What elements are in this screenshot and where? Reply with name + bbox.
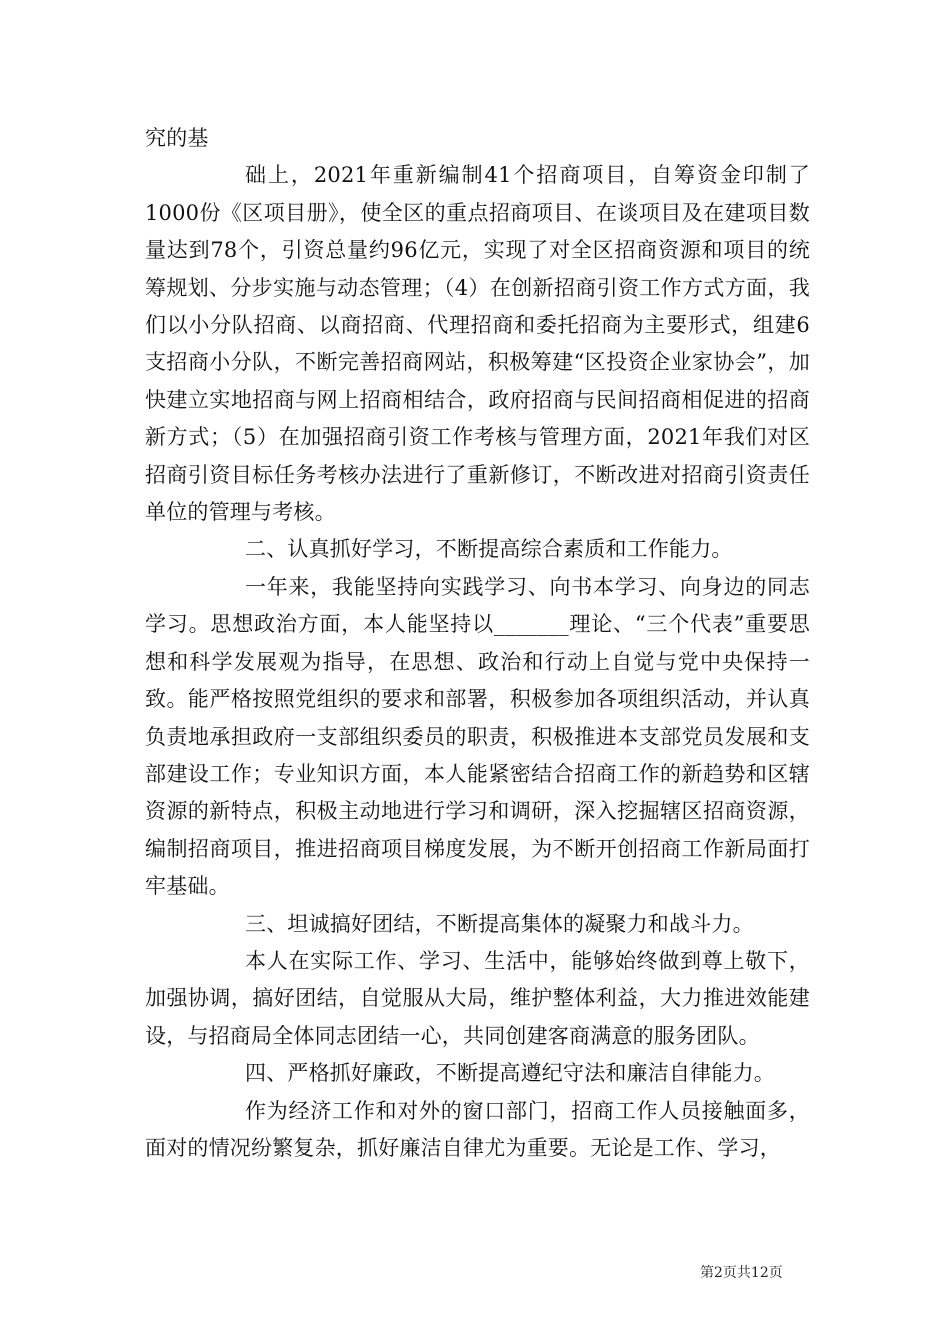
paragraph-continuation: 究的基 [145,126,209,150]
document-body [145,120,810,1167]
section-heading-integrity: 四、严格抓好廉政，不断提高遵纪守法和廉洁自律能力。 [245,1061,775,1086]
paragraph-integrity: 作为经济工作和对外的窗口部门，招商工作人员接触面多，面对的情况纷繁复杂，抓好廉洁自律尤为重要。无论是工作、学习， [145,1098,810,1160]
section-heading-unity: 三、坦诚搞好团结，不断提高集体的凝聚力和战斗力。 [245,911,754,936]
section-heading-study: 二、认真抓好学习，不断提高综合素质和工作能力。 [245,537,733,562]
paragraph-unity: 本人在实际工作、学习、生活中，能够始终做到尊上敬下，加强协调，搞好团结，自觉服从大局，维护整体利益，大力推进效能建设，与招商局全体同志团结一心，共同创建客商满意的服务团队。 [145,948,810,1048]
paragraph-investment-projects: 础上，2021年重新编制41个招商项目，自筹资金印制了1000份《区项目册》，使全区的重点招商项目、在谈项目及在建项目数量达到78个，引资总量约96亿元，实现了对全区招商资源和项目的统筹规划、分步实施与动态管理；（4）在创新招商引资工作方式方面，我们以小分队招商、以商招商、代理招商和委托招商为主要形式，组建6支招商小分队，不断完善招商网站，积极筹建“区投资企业家协会”，加快建立实地招商与网上招商相结合，政府招商与民间招商相促进的招商新方式；（5）在加强招商引资工作考核与管理方面，2021年我们对区招商引资目标任务考核办法进行了重新修订，不断改进对招商引资责任单位的管理与考核。 [145,163,810,525]
paragraph-study: 一年来，我能坚持向实践学习、向书本学习、向身边的同志学习。思想政治方面，本人能坚持以_______理论、“三个代表”重要思想和科学发展观为指导，在思想、政治和行动上自觉与党中央保持一致。能严格按照党组织的要求和部署，积极参加各项组织活动，并认真负责地承担政府一支部组织委员的职责，积极推进本支部党员发展和支部建设工作；专业知识方面，本人能紧密结合招商工作的新趋势和区辖资源的新特点，积极主动地进行学习和调研，深入挖掘辖区招商资源，编制招商项目，推进招商项目梯度发展，为不断开创招商工作新局面打牢基础。 [145,574,810,899]
page-number: 第2页共12页 [700,1265,783,1281]
